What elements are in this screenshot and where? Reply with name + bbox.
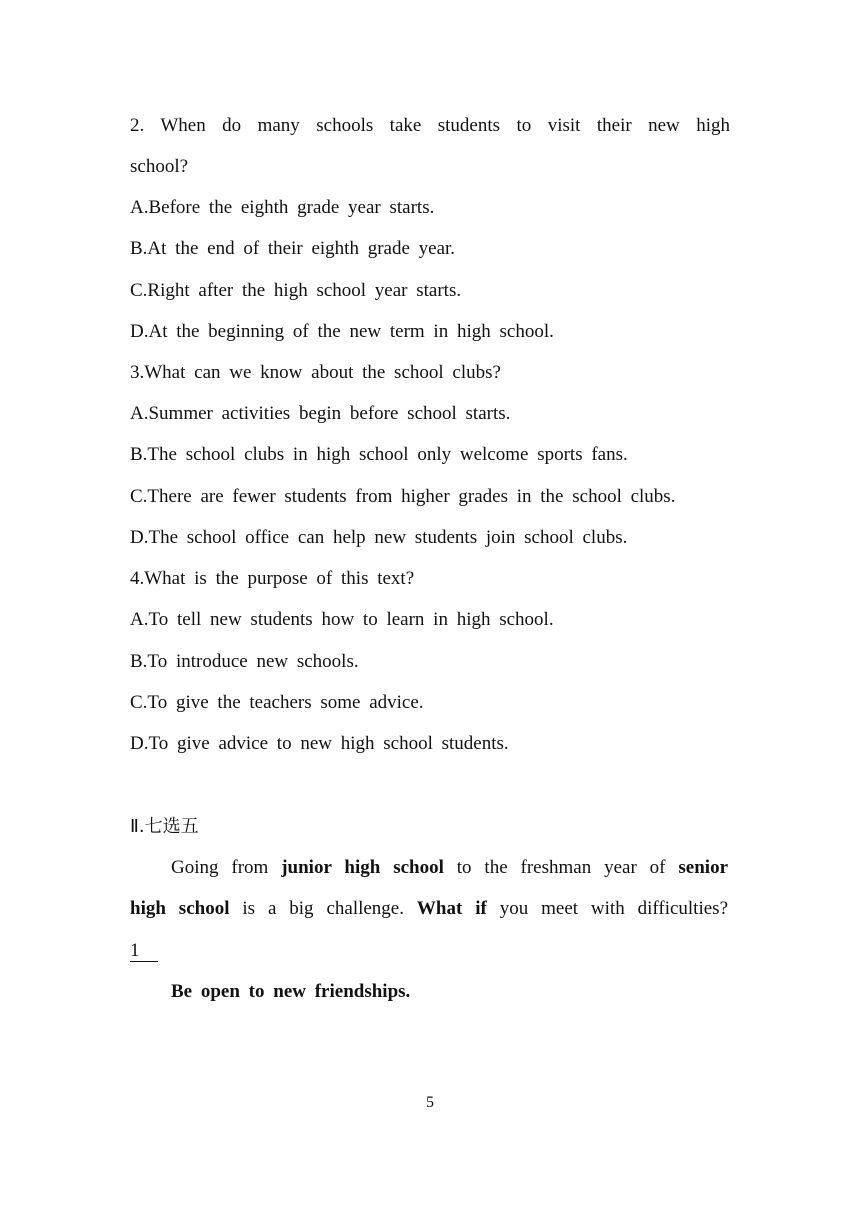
question-2-stem: 2. When do many schools take students to visit their new high — [130, 115, 730, 136]
answer-blank-1 — [130, 939, 730, 963]
passage-line-2: high school is a big challenge. What if you meet with difficulties? — [130, 898, 728, 919]
question-2-option-a: A.Before the eighth grade year starts. — [130, 197, 435, 218]
section-title: Ⅱ.七选五 — [130, 816, 199, 837]
question-4-option-c: C.To give the teachers some advice. — [130, 692, 424, 713]
question-3-option-b: B.The school clubs in high school only welcome sports fans. — [130, 444, 628, 465]
question-3-option-c: C.There are fewer students from higher grades in the school clubs. — [130, 486, 676, 507]
question-3-stem: 3.What can we know about the school clubs? — [130, 362, 501, 383]
question-4-option-b: B.To introduce new schools. — [130, 651, 359, 672]
passage-line-1: Going from junior high school to the freshman year of senior — [171, 857, 728, 878]
question-3-option-d: D.The school office can help new students join school clubs. — [130, 527, 628, 548]
question-4-option-a: A.To tell new students how to learn in high school. — [130, 609, 554, 630]
page-number: 5 — [426, 1094, 434, 1111]
blank-number: 1 — [130, 941, 158, 962]
question-2-stem-continued: school? — [130, 156, 189, 177]
question-3-option-a: A.Summer activities begin before school starts. — [130, 403, 511, 424]
question-2-option-b: B.At the end of their eighth grade year. — [130, 238, 456, 259]
question-4-stem: 4.What is the purpose of this text? — [130, 568, 415, 589]
question-2-option-d: D.At the beginning of the new term in high school. — [130, 321, 554, 342]
passage-subheading: Be open to new friendships. — [171, 981, 411, 1002]
question-4-option-d: D.To give advice to new high school students. — [130, 733, 509, 754]
question-2-option-c: C.Right after the high school year starts. — [130, 280, 462, 301]
